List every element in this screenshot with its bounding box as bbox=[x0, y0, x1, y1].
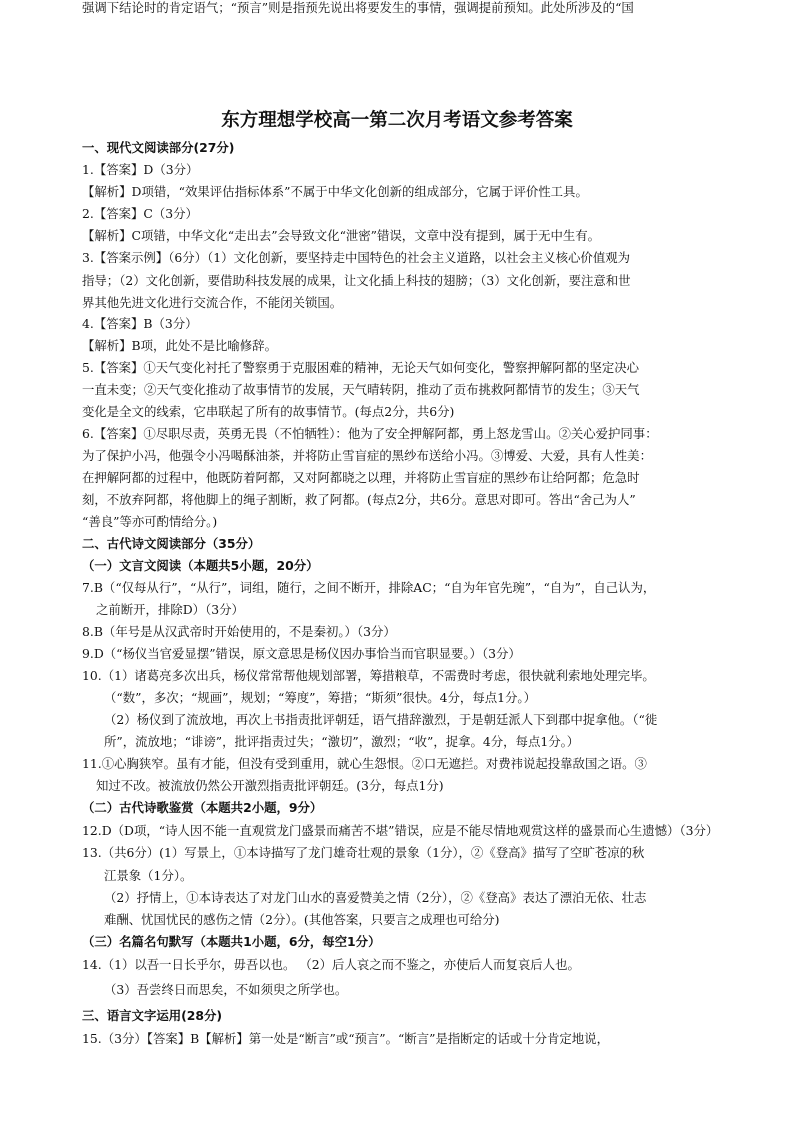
answer-line: “善良”等亦可酌情给分。) bbox=[82, 514, 218, 529]
section-heading: （二）古代诗歌鉴赏（本题共2小题，9分） bbox=[82, 800, 323, 815]
page-title: 东方理想学校高一第二次月考语文参考答案 bbox=[221, 110, 573, 131]
answer-line: 8.B（年号是从汉武帝时开始使用的，不是秦初。）（3分） bbox=[82, 624, 396, 639]
answer-line: 1.【答案】D（3分） bbox=[82, 162, 199, 177]
answer-line: 所”，流放地；“诽谤”，批评指责过失；“激切”，激烈；“收”，捉拿。4分，每点1分。） bbox=[104, 734, 580, 749]
answer-line: 之前断开，排除D）（3分） bbox=[96, 602, 244, 617]
answer-line: 一直未变；②天气变化推动了故事情节的发展，天气晴转阴，推动了贡布挑救阿都情节的发生；③天气 bbox=[82, 382, 640, 397]
section-heading: （一）文言文阅读（本题共5小题，20分） bbox=[82, 558, 319, 573]
answer-line: （2）杨仪到了流放地，再次上书指责批评朝廷，语气措辞激烈，于是朝廷派人下到郡中捉拿他。（“徙 bbox=[104, 712, 658, 727]
answer-line: 14.（1）以吾一日长乎尔，毋吾以也。 （2）后人哀之而不鉴之，亦使后人而复哀后人也。 bbox=[82, 957, 580, 972]
answer-line: 刻，不放弃阿都，将他脚上的绳子割断，救了阿都。(每点2分，共6分。意思对即可。答出“舍己为人” bbox=[82, 492, 636, 507]
answer-line: 知过不改。被流放仍然公开激烈指责批评朝廷。(3分，每点1分) bbox=[96, 778, 444, 793]
answer-line: 难酬、忧国忧民的感伤之情（2分）。(其他答案，只要言之成理也可给分) bbox=[104, 912, 500, 927]
answer-line: 4.【答案】B（3分） bbox=[82, 316, 198, 331]
answer-line: 在押解阿都的过程中，他既防着阿都，又对阿都晓之以理，并将防止雪盲症的黑纱布让给阿都；危急时 bbox=[82, 470, 640, 485]
answer-line: 6.【答案】①尽职尽责，英勇无畏（不怕牺牲）：他为了安全押解阿都，勇上怒龙雪山。②关心爱护同事： bbox=[82, 426, 658, 441]
answer-line: 【解析】B项，此处不是比喻修辞。 bbox=[82, 338, 277, 353]
answer-line: 7.B（“仅每从行”，“从行”，词组，随行，之间不断开，排除AC；“自为年官先琬”，“自为”，自己认为， bbox=[82, 580, 656, 595]
answer-line: 为了保护小冯，他强令小冯喝酥油茶，并将防止雪盲症的黑纱布送给小冯。③博爱、大爱，具有人性美： bbox=[82, 448, 652, 463]
answer-line: （“数”，多次；“规画”，规划；“筹度”，筹措；“斯须”很快。4分，每点1分。） bbox=[104, 690, 536, 705]
answer-line: 12.D（D项，“诗人因不能一直观赏龙门盛景而痛苦不堪”错误，应是不能尽情地观赏这样的盛景而心生遗憾）（3分） bbox=[82, 823, 719, 838]
answer-line: （2）抒情上，①本诗表达了对龙门山水的喜爱赞美之情（2分），②《登高》表达了漂泊无依、壮志 bbox=[104, 890, 647, 905]
answer-line: 强调下结论时的肯定语气；“预言”则是指预先说出将要发生的事情，强调提前预知。此处所涉及的“国 bbox=[82, 0, 634, 15]
section-heading: 二、古代诗文阅读部分（35分） bbox=[82, 536, 261, 551]
section-heading: 一、现代文阅读部分(27分) bbox=[82, 140, 235, 155]
answer-line: 11.①心胸狭窄。虽有才能，但没有受到重用，就心生怨恨。②口无遮拦。对费祎说起投靠敌国之语。③ bbox=[82, 756, 647, 771]
answer-line: 【解析】C项错，中华文化“走出去”会导致文化“泄密”错误，文章中没有提到，属于无中生有。 bbox=[82, 228, 601, 243]
answer-line: 5.【答案】①天气变化衬托了警察勇于克服困难的精神，无论天气如何变化，警察押解阿都的坚定决心 bbox=[82, 360, 640, 375]
answer-line: 10.（1）诸葛亮多次出兵，杨仪常常帮他规划部署，筹措粮草，不需费时考虑，很快就利索地处理完毕。 bbox=[82, 668, 655, 683]
answer-line: 2.【答案】C（3分） bbox=[82, 206, 198, 221]
answer-line: 变化是全文的线索，它串联起了所有的故事情节。(每点2分，共6分) bbox=[82, 404, 455, 419]
section-heading: （三）名篇名句默写（本题共1小题，6分，每空1分） bbox=[82, 934, 381, 949]
answer-line: 13.（共6分）(1）写景上，①本诗描写了龙门雄奇壮观的景象（1分），②《登高》描写了空旷苍凉的秋 bbox=[82, 845, 645, 860]
answer-line: 9.D（“杨仪当官爱显摆”错误，原文意思是杨仪因办事恰当而官职显要。）（3分） bbox=[82, 646, 521, 661]
answer-line: 【解析】D项错，“效果评估指标体系”不属于中华文化创新的组成部分，它属于评价性工具。 bbox=[82, 184, 588, 199]
answer-line: 指导；（2）文化创新，要借助科技发展的成果，让文化插上科技的翅膀；（3）文化创新，要注意和世 bbox=[82, 273, 631, 288]
section-heading: 三、语言文字运用(28分) bbox=[82, 1008, 223, 1023]
answer-line: 15.（3分）【答案】B【解析】第一处是“断言”或“预言”。“断言”是指断定的话或十分肯定地说， bbox=[82, 1031, 609, 1046]
answer-line: 3.【答案示例】（6分）（1）文化创新，要坚持走中国特色的社会主义道路，以社会主义核心价值观为 bbox=[82, 250, 630, 265]
answer-line: （3）吾尝终日而思矣，不如须臾之所学也。 bbox=[104, 982, 348, 997]
answer-line: 江景象（1分）。 bbox=[104, 868, 193, 883]
answer-line: 界其他先进文化进行交流合作，不能闭关锁国。 bbox=[82, 295, 343, 310]
